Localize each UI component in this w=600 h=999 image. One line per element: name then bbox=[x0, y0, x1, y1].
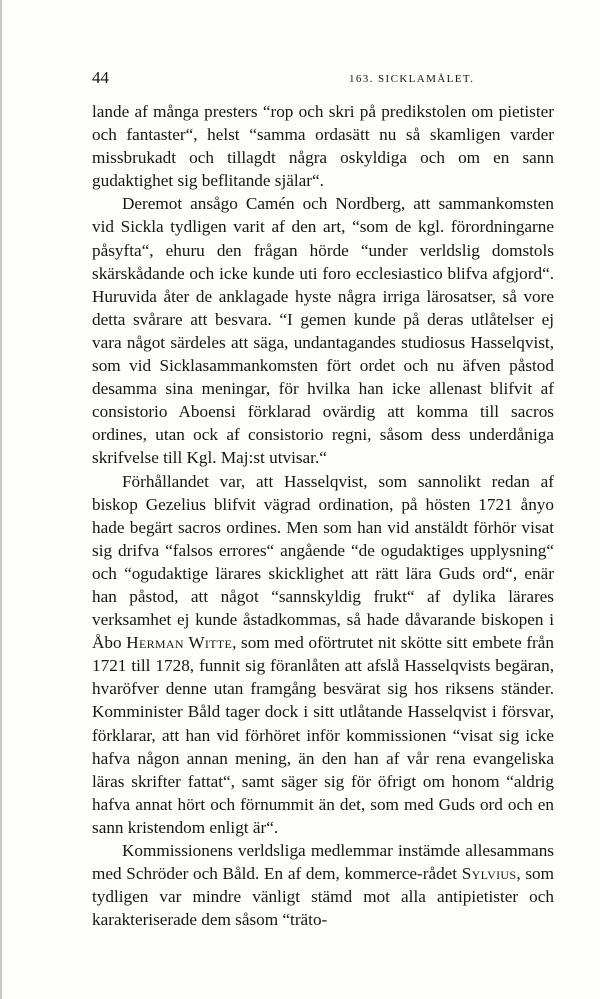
paragraph-3 bbox=[92, 470, 554, 840]
person-name-sylvius: Sylvius bbox=[461, 864, 517, 884]
paragraph-2: Deremot ansågo Camén och Nordberg, att sammankomsten vid Sickla tydligen varit af den art, “som de kgl. förordningarne påsyfta“, ehuru den frågan hörde “under verldslig domstols skärskådande och icke kunde uti foro ecclesiastico blifva afgjord“. Huruvida åter de anklagade hyste några irriga lärosatser, så vore detta svårare att besvara. “I gemen kunde på deras utlåtelser ej vara något särdeles att säga, undantagandes studiosus Hasselqvist, som vid Sicklasammankomsten fört ordet och nu äfven påstod desamma sina meningar, för hvilka han icke allenast blifvit af consistorio Aboensi förklarad ovärdig att komma till sacros ordines, utan ock af consistorio regni, såsom dess underdåniga skrifvelse till Kgl. Maj:st utvisar.“ bbox=[92, 194, 554, 468]
paragraph-1: lande af många presters “rop och skri på predikstolen om pietister och fantaster“, helst “samma ordasätt nu så skamligen varder missbrukadt och tillagdt några oskyldiga och om en sann gudaktighet sig beflitande själar“. bbox=[92, 102, 554, 191]
page-number: 44 bbox=[92, 68, 109, 87]
page-header bbox=[92, 64, 554, 88]
paragraph-4-text-a: Kommissionens verldsliga medlemmar instämde allesammans med Schröder och Båld. En af dem, kommerce-rådet bbox=[92, 841, 554, 884]
running-title: 163. SICKLAMÅLET. bbox=[349, 73, 475, 85]
paragraph-4 bbox=[92, 839, 554, 931]
person-name-herman-witte: Herman Witte bbox=[126, 633, 233, 653]
paragraph-4-text-b: , som tydligen var mindre vänligt stämd mot alla antipietister och karakteriserade dem såsom “träto- bbox=[92, 864, 554, 930]
body-text bbox=[92, 100, 554, 931]
paragraph-3-text-b: , som med oförtrutet nit skötte sitt embete från 1721 till 1728, funnit sig föranlåten att afslå Hasselqvists begäran, hvaröfver denne utan framgång besvärat sig hos riksens ständer. Komminister Båld tager dock i sitt utlåtande Hasselqvist i försvar, förklarar, att han vid förhöret inför kommissionen “visat sig icke hafva någon annan mening, än den han af vår rena evangeliska läras skrifter fattat“, samt säger sig för öfrigt om honom “aldrig hafva annat hört och förnummit än det, som med Guds ord och en sann kristendom enligt är“. bbox=[92, 633, 555, 837]
page-edge-shadow bbox=[0, 0, 2, 999]
paragraph-3-text-a: Förhållandet var, att Hasselqvist, som sannolikt redan af biskop Gezelius blifvit vägrad ordination, på hösten 1721 ånyo hade begärt sacros ordines. Men som han vid anstäldt förhör visat sig drifva “falsos errores“ angående “de ogudaktiges upplysning“ och “ogudaktige lärares skicklighet att rätt lära Guds ord“, enär han påstod, att något “sannskyldig frukt“ af dylika lärares verksamhet ej kunde åstadkommas, så hade dåvarande biskopen i Åbo bbox=[92, 471, 554, 653]
